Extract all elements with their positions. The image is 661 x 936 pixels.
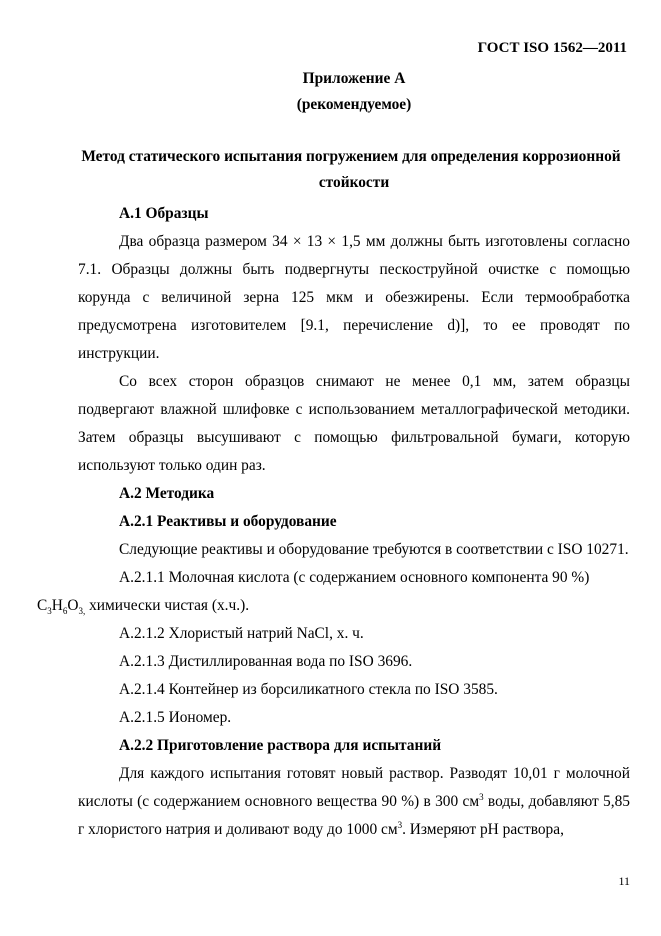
section-a2-heading: А.2 Методика	[119, 485, 215, 502]
solution-text-c: . Измеряют pH раствора,	[402, 821, 564, 838]
item-a211-tail: химически чистая (х.ч.).	[85, 597, 250, 614]
paragraph-specimens: Два образца размером 34 × 13 × 1,5 мм должны быть изготовлены согласно 7.1. Образцы должны быть подвергнуты пескоструйной очистке с помощью корунда с величиной зерна 125 мкм и обезжирены. Если термообработка предусмотрена изготовителем [9.1, перечисление d)], то ее проводят по инструкции.	[78, 233, 630, 362]
formula-sub-3: 3	[47, 606, 52, 617]
document-title	[78, 144, 630, 196]
solution-text-b: воды, добавляют 5,85 г хлористого натрия и доливают воду до 1000 см	[78, 793, 630, 838]
page-content	[37, 66, 630, 844]
page-number: 11	[618, 874, 630, 888]
item-a212: А.2.1.2 Хлористый натрий NaCl, х. ч.	[119, 625, 364, 642]
sup-cm3-2: 3	[397, 819, 403, 830]
section-a22-heading: А.2.2 Приготовление раствора для испытаний	[119, 737, 442, 754]
document-title-line-1: Метод статического испытания погружением для определения коррозионной	[81, 148, 621, 165]
item-a211	[37, 564, 630, 620]
formula-o: O	[67, 597, 79, 614]
paragraph-reagents: Следующие реактивы и оборудование требуются в соответствии с ISO 10271.	[119, 541, 629, 558]
appendix-subtitle: (рекомендуемое)	[296, 96, 412, 113]
formula-sub-6: 6	[62, 606, 68, 617]
item-a214: А.2.1.4 Контейнер из борсиликатного стекла по ISO 3585.	[119, 681, 498, 698]
solution-text-a: Для каждого испытания готовят новый раствор. Разводят 10,01 г молочной кислоты (с содержанием основного вещества 90 %) в 300 см	[78, 765, 630, 810]
formula-sub-3b: 3,	[78, 606, 86, 617]
section-a21-heading: А.2.1 Реактивы и оборудование	[119, 513, 337, 530]
formula-c: C	[37, 597, 48, 614]
sup-cm3-1: 3	[479, 791, 484, 802]
item-a211-text: А.2.1.1 Молочная кислота (с содержанием основного компонента 90 %)	[119, 569, 590, 586]
formula-h: H	[51, 597, 63, 614]
paragraph-preparation: Со всех сторон образцов снимают не менее 0,1 мм, затем образцы подвергают влажной шлифовке с использованием металлографической методики. Затем образцы высушивают с помощью фильтровальной бумаги, которую используют только один раз.	[78, 373, 630, 474]
formula-lactic-acid	[37, 592, 249, 620]
appendix-title: Приложение А	[302, 70, 406, 87]
paragraph-solution	[78, 760, 630, 844]
document-code: ГОСТ ISO 1562—2011	[477, 40, 627, 56]
item-a213: А.2.1.3 Дистиллированная вода по ISO 3696.	[119, 653, 413, 670]
item-a215: А.2.1.5 Иономер.	[119, 709, 232, 726]
section-a1-heading: А.1 Образцы	[119, 205, 209, 222]
document-title-line-2: стойкости	[318, 174, 390, 191]
